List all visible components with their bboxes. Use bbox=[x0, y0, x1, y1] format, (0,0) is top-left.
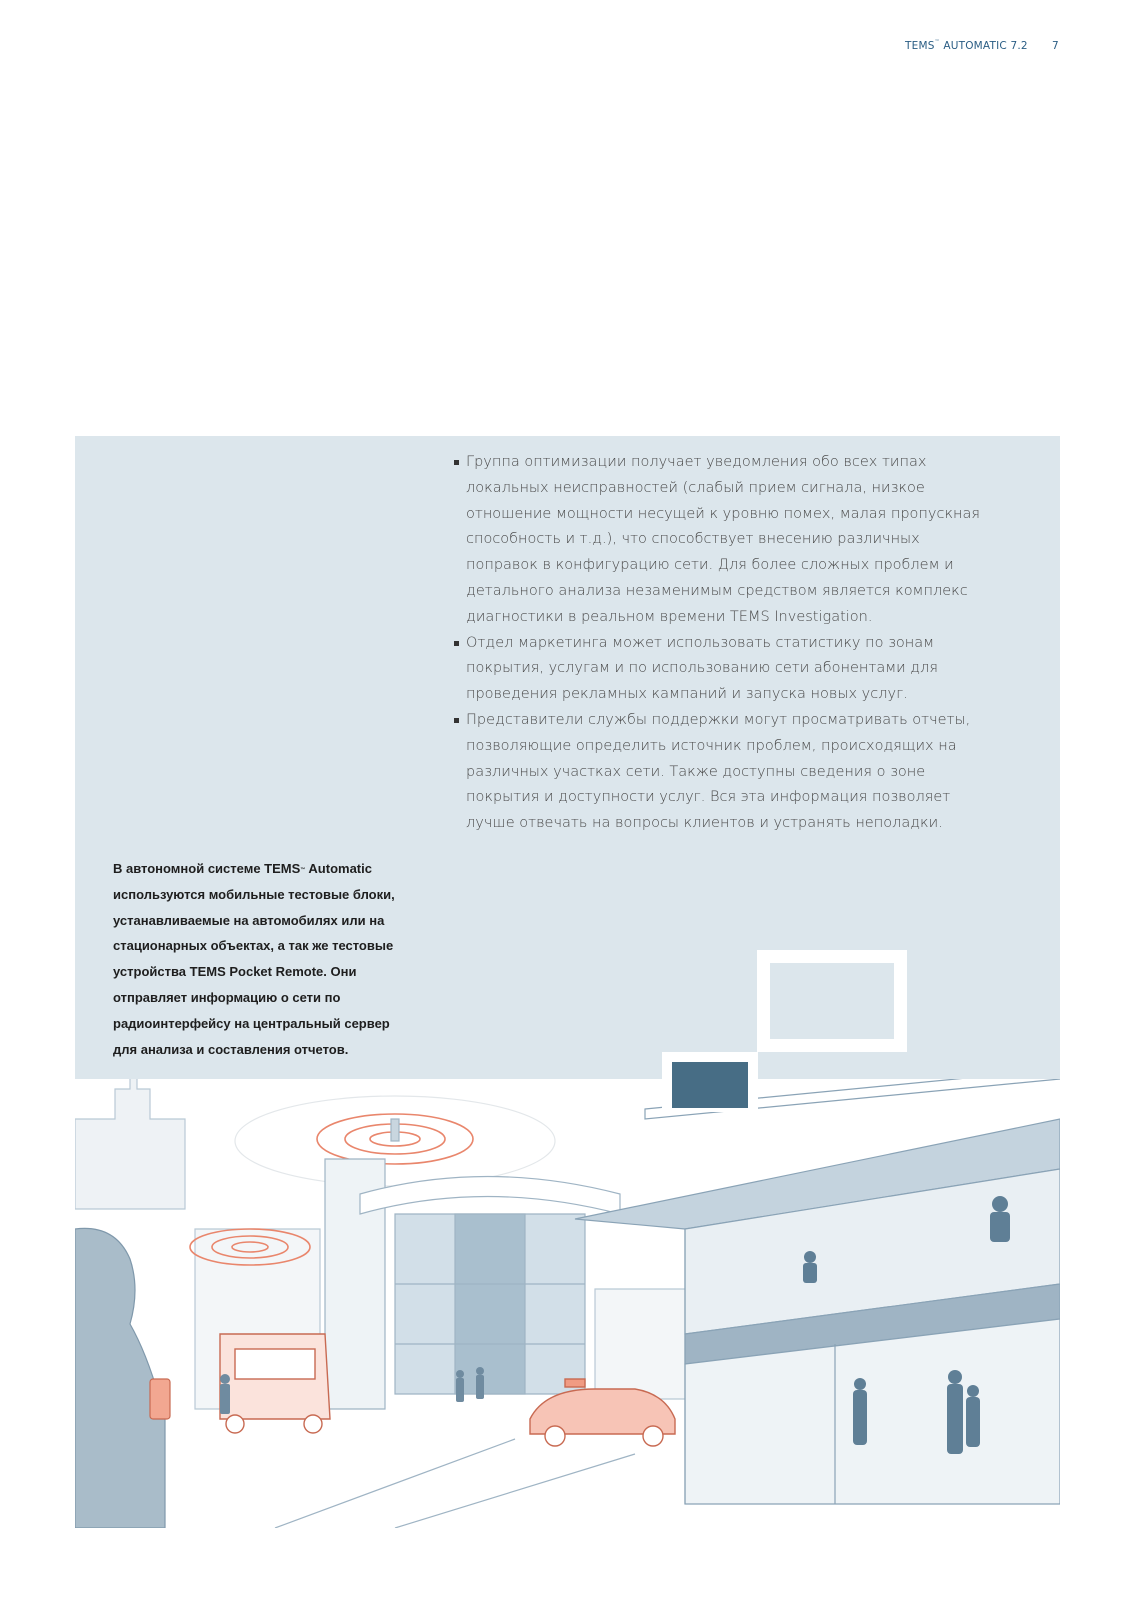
city-illustration-svg bbox=[75, 1079, 1060, 1528]
list-item: Отдел маркетинга может использовать статистику по зонам покрытия, услугам и по использованию сети абонентами для проведения рекламных кампаний и запуска новых услуг. bbox=[454, 631, 989, 708]
document-title: TEMS™ AUTOMATIC 7.2 bbox=[905, 39, 1028, 52]
city-network-illustration bbox=[75, 1079, 1060, 1528]
list-item: Группа оптимизации получает уведомления обо всех типах локальных неисправностей (слабый прием сигнала, низкое отношение мощности несущей к уровню помех, малая пропускная способность и т.д.), что способствует внесению различных поправок в конфигурацию сети. Для более сложных проблем и детального анализа незаменимым средством является комплекс диагностики в реальном времени TEMS Investigation. bbox=[454, 450, 989, 631]
page-number: 7 bbox=[1052, 40, 1059, 52]
bullet-list bbox=[454, 450, 989, 837]
bullet-icon bbox=[454, 460, 459, 465]
bullet-icon bbox=[454, 641, 459, 646]
image-caption: В автономной системе TEMS™ Automatic используются мобильные тестовые блоки, устанавливаемые на автомобилях или на стационарных объектах, а так же тестовые устройства TEMS Pocket Remote. Они отправляет информацию о сети по радиоинтерфейсу на центральный сервер для анализа и составления отчетов. bbox=[113, 861, 395, 1057]
list-item: Представители службы поддержки могут просматривать отчеты, позволяющие определить источник проблем, происходящих на различных участках сети. Также доступны сведения о зоне покрытия и доступности услуг. Вся эта информация позволяет лучше отвечать на вопросы клиентов и устранять неполадки. bbox=[454, 708, 989, 837]
accent-square bbox=[672, 1062, 748, 1108]
decorative-frame-inner bbox=[770, 963, 894, 1039]
bullet-icon bbox=[454, 718, 459, 723]
running-header bbox=[860, 38, 1060, 58]
